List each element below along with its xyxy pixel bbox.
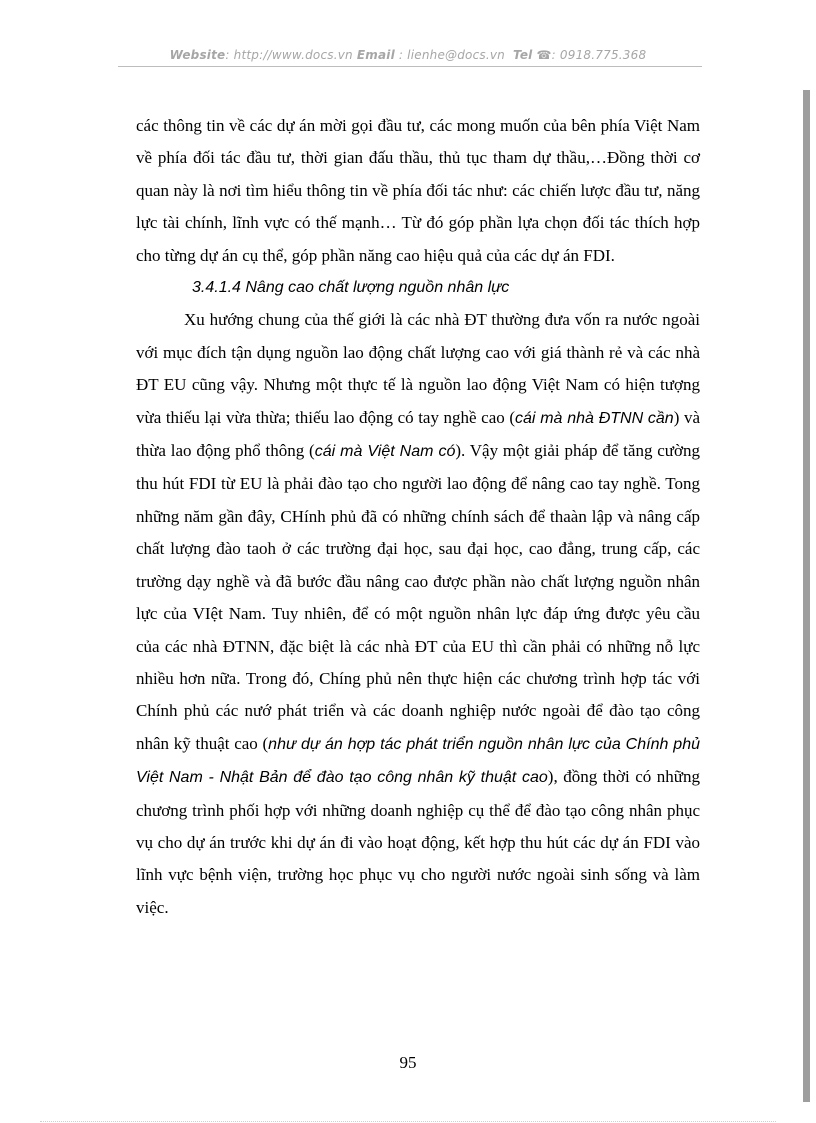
paragraph-2-text-3: ). Vậy một giải pháp để tăng cường thu hút FDI từ EU là phải đào tạo cho người lao động để nâng cao tay nghề. Tong những năm gần đây, CHính phủ đã có những chính sách để thaàn lập và nâng cấp chất lượng đào taoh ở các trường đại học, sau đại học, cao đẳng, trung cấp, các trường dạy nghề và đã bước đầu nâng cao được phần nào chất lượng nguồn nhân lực của VIệt Nam. Tuy nhiên, để có một nguồn nhân lực đáp ứng được yêu cầu của các nhà ĐTNN, đặc biệt là các nhà ĐT của EU thì cần phải có những nỗ lực nhiều hơn nữa. Trong đó, Chíng phủ nên thực hiện các chương trình hợp tác với Chính phủ các nướ phát triển và các doanh nghiệp nước ngoài để đào tạo công nhân kỹ thuật cao ( bbox=[136, 441, 700, 753]
footer-divider bbox=[40, 1121, 776, 1122]
document-body bbox=[136, 110, 700, 924]
page-edge-bar bbox=[803, 90, 810, 1102]
paragraph-2 bbox=[136, 304, 700, 924]
paragraph-2-italic-3: như dự án hợp tác phát triển nguồn nhân lực của Chính phủ Việt Nam - Nhật Bản để đào tạo công nhân kỹ thuật cao bbox=[136, 735, 700, 787]
tel-value: : 0918.775.368 bbox=[551, 48, 647, 62]
email-label: Email bbox=[356, 48, 395, 62]
email-value: : lienhe@docs.vn bbox=[398, 48, 505, 62]
section-heading: 3.4.1.4 Nâng cao chất lượng nguồn nhân lực bbox=[192, 279, 510, 297]
paragraph-2-text-4: ), đồng thời có những chương trình phối hợp với những doanh nghiệp cụ thể để đào tạo công nhân phục vụ cho dự án trước khi dự án đi vào hoạt động, kết hợp thu hút các dự án FDI vào lĩnh vực bệnh viện, trường học phục vụ cho người nước ngoài sinh sống và làm việc. bbox=[136, 767, 701, 917]
paragraph-2-italic-1: cái mà nhà ĐTNN cần bbox=[515, 409, 674, 427]
website-value: : http://www.docs.vn bbox=[225, 48, 353, 62]
phone-icon: ☎ bbox=[536, 48, 552, 62]
header-divider bbox=[118, 66, 702, 67]
tel-label: Tel bbox=[513, 48, 533, 62]
website-label: Website bbox=[169, 48, 226, 62]
paragraph-2-italic-2: cái mà Việt Nam có bbox=[314, 443, 456, 461]
paragraph-1: các thông tin về các dự án mời gọi đầu tư, các mong muốn của bên phía Việt Nam về phía đối tác đầu tư, thời gian đấu thầu, thủ tục tham dự thầu,…Đồng thời cơ quan này là nơi tìm hiểu thông tin về phía đối tác như: các chiến lược đầu tư, năng lực tài chính, lĩnh vực có thế mạnh… Từ đó góp phần lựa chọn đối tác thích hợp cho từng dự án cụ thể, góp phần năng cao hiệu quả của các dự án FDI. bbox=[136, 116, 700, 265]
paragraph-2-text-1: Xu hướng chung của thế giới là các nhà ĐT thường đưa vốn ra nước ngoài với mục đích tận dụng nguồn lao động chất lượng cao với giá thành rẻ và các nhà ĐT EU cũng vậy. Nhưng một thực tế là nguồn lao động Việt Nam có hiện tượng vừa thiếu lại vừa thừa; thiếu lao động có tay nghề cao ( bbox=[136, 310, 700, 427]
page-header bbox=[0, 48, 816, 62]
paragraph-2-text-2: ) và thừa lao động phổ thông ( bbox=[136, 407, 700, 461]
page-number: 95 bbox=[399, 1053, 417, 1072]
